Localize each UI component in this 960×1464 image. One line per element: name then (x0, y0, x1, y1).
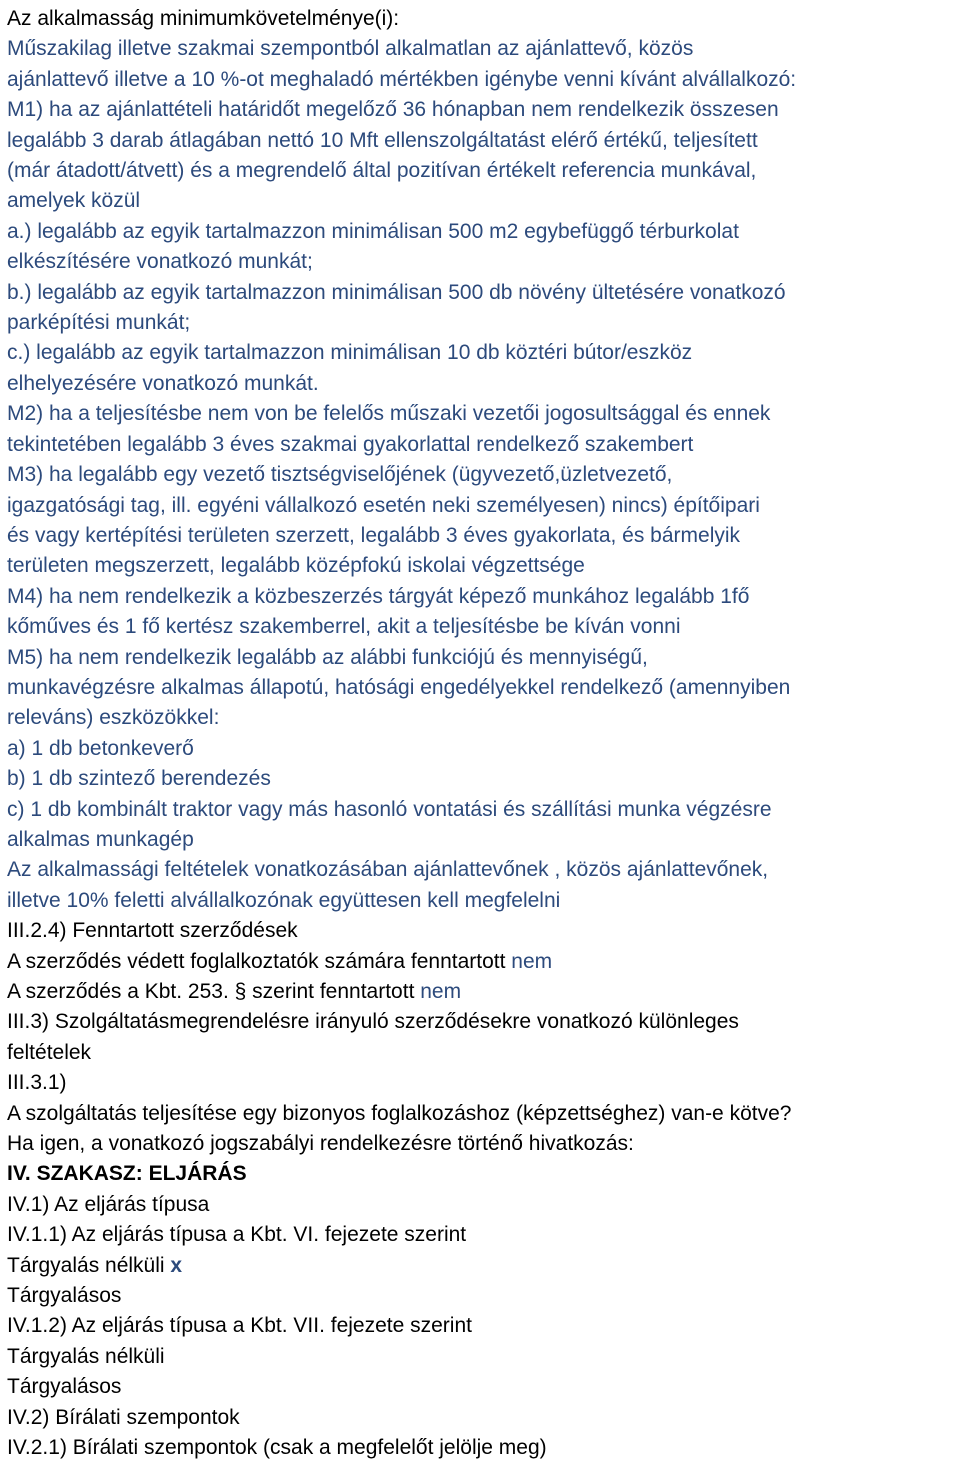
evaluation-criteria-heading: IV.2) Bírálati szempontok (7, 1405, 240, 1429)
requirement-line: ajánlattevő illetve a 10 %-ot meghaladó mértékben igénybe venni kívánt alvállalkozó: (7, 67, 797, 91)
section-iv-title: IV. SZAKASZ: ELJÁRÁS (7, 1162, 247, 1186)
vii-without-negotiation-label: Tárgyalás nélküli (7, 1344, 165, 1368)
requirement-line: és vagy kertépítési területen szerzett, legalább 3 éves gyakorlata, és bármelyik (7, 523, 741, 547)
reserved-contracts-title: III.2.4) Fenntartott szerződések (7, 919, 298, 943)
procedure-type-heading: IV.1) Az eljárás típusa (7, 1192, 210, 1216)
requirement-line: M5) ha nem rendelkezik legalább az alábbi funkciójú és mennyiségű, (7, 645, 648, 669)
document-page (7, 4, 957, 1464)
kbt-reserved-value: nem (420, 980, 462, 1003)
vi-without-negotiation-label: Tárgyalás nélküli (7, 1253, 165, 1277)
requirement-line: c) 1 db kombinált traktor vagy más hasonló vontatási és szállítási munka végzésre (7, 797, 772, 821)
requirement-line: b) 1 db szintező berendezés (7, 767, 271, 791)
requirement-line: igazgatósági tag, ill. egyéni vállalkozó esetén neki személyesen) nincs) építőipari (7, 493, 760, 517)
requirement-line: területen megszerzett, legalább középfokú iskolai végzettsége (7, 554, 585, 578)
requirement-line: elhelyezésére vonatkozó munkát. (7, 371, 319, 395)
requirement-line: releváns) eszközökkel: (7, 706, 220, 730)
profession-question: A szolgáltatás teljesítése egy bizonyos foglalkozáshoz (képzettséghez) van-e kötve? (7, 1101, 792, 1125)
requirement-line: M3) ha legalább egy vezető tisztségviselőjének (ügyvezető,üzletvezető, (7, 463, 673, 487)
vi-selected-mark: x (170, 1253, 183, 1277)
sheltered-employment-label: A szerződés védett foglalkoztatók számára fenntartott (7, 949, 506, 973)
sheltered-employment-row (7, 947, 957, 977)
eligibility-requirements-block (7, 34, 957, 916)
requirement-line: legalább 3 darab átlagában nettó 10 Mft ellenszolgáltatást elérő értékű, teljesített (7, 128, 758, 152)
service-conditions-title: III.3) Szolgáltatásmegrendelésre irányuló szerződésekre vonatkozó különleges (7, 1010, 739, 1034)
requirement-line: a) 1 db betonkeverő (7, 736, 194, 760)
eligibility-heading: Az alkalmasság minimumkövetelménye(i): (7, 7, 400, 30)
requirement-line: (már átadott/átvett) és a megrendelő által pozitívan értékelt referencia munkával, (7, 159, 757, 183)
requirement-line: Az alkalmassági feltételek vonatkozásában ajánlattevőnek , közös ajánlattevőnek, (7, 858, 769, 882)
requirement-line: M2) ha a teljesítésbe nem von be felelős műszaki vezetői jogosultsággal és ennek (7, 402, 771, 426)
profession-reference: Ha igen, a vonatkozó jogszabályi rendelkezésre történő hivatkozás: (7, 1132, 634, 1156)
requirement-line: b.) legalább az egyik tartalmazzon minimálisan 500 db növény ültetésére vonatkozó (7, 280, 786, 304)
requirement-line: tekintetében legalább 3 éves szakmai gyakorlattal rendelkező szakembert (7, 432, 694, 456)
vii-with-negotiation-label: Tárgyalásos (7, 1375, 122, 1399)
requirement-line: alkalmas munkagép (7, 827, 194, 851)
vi-without-negotiation-row (7, 1251, 957, 1281)
requirement-line: M1) ha az ajánlattételi határidőt megelőző 36 hónapban nem rendelkezik összesen (7, 98, 779, 122)
service-conditions-title-cont: feltételek (7, 1040, 92, 1064)
kbt-reserved-label: A szerződés a Kbt. 253. § szerint fenntartott (7, 980, 415, 1003)
evaluation-criteria-subheading: IV.2.1) Bírálati szempontok (csak a megfelelőt jelölje meg) (7, 1436, 547, 1460)
requirement-line: illetve 10% feletti alvállalkozónak együttesen kell megfelelni (7, 888, 561, 912)
requirement-line: amelyek közül (7, 189, 141, 213)
requirement-line: elkészítésére vonatkozó munkát; (7, 250, 313, 274)
requirement-line: Műszakilag illetve szakmai szempontból alkalmatlan az ajánlattevő, közös (7, 37, 694, 61)
requirement-line: a.) legalább az egyik tartalmazzon minimálisan 500 m2 egybefüggő térburkolat (7, 219, 739, 243)
requirement-line: c.) legalább az egyik tartalmazzon minimálisan 10 db köztéri bútor/eszköz (7, 341, 693, 365)
requirement-line: kőműves és 1 fő kertész szakemberrel, akit a teljesítésbe be kíván vonni (7, 615, 681, 639)
requirement-line: M4) ha nem rendelkezik a közbeszerzés tárgyát képező munkához legalább 1fő (7, 584, 750, 608)
procedure-type-vii-heading: IV.1.2) Az eljárás típusa a Kbt. VII. fejezete szerint (7, 1314, 472, 1338)
requirement-line: parképítési munkát; (7, 311, 191, 335)
vi-with-negotiation-label: Tárgyalásos (7, 1284, 122, 1308)
requirement-line: munkavégzésre alkalmas állapotú, hatósági engedélyekkel rendelkező (amennyiben (7, 675, 791, 699)
procedure-type-vi-heading: IV.1.1) Az eljárás típusa a Kbt. VI. fejezete szerint (7, 1223, 467, 1247)
sheltered-employment-value: nem (511, 949, 553, 973)
service-conditions-subsection: III.3.1) (7, 1071, 67, 1095)
kbt-reserved-row (7, 977, 957, 1007)
